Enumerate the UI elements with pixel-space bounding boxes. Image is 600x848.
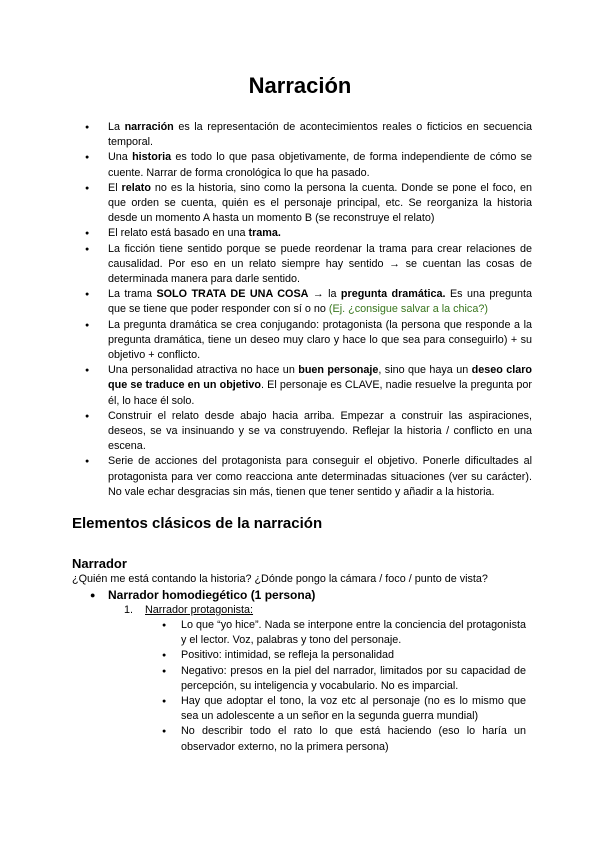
level2-label: Narrador protagonista: bbox=[145, 604, 254, 616]
list-item: ● El relato no es la historia, sino como la persona la cuenta. Donde se pone el foco, en que orden se cuenta, quién es el personaje principal, etc. Se reorganiza la historia desde un momento A hasta un momento B (se reconstruye el relato) bbox=[72, 181, 532, 227]
list-item: ● La pregunta dramática se crea conjugando: protagonista (la persona que responde a la pregunta dramática, tiene un deseo muy claro y hace lo que sea para conseguirlo) + su objetivo + conflicto. bbox=[72, 318, 532, 364]
list-item: ● Una historia es todo lo que pasa objetivamente, de forma independiente de cómo se cuente. Narrar de forma cronológica lo que ha pasado. bbox=[72, 150, 532, 180]
list-item: ● La narración es la representación de acontecimientos reales o ficticios en secuencia temporal. bbox=[72, 120, 532, 150]
list-number: 1. bbox=[124, 604, 134, 616]
list-item: ● Hay que adoptar el tono, la voz etc al personaje (no es lo mismo que sea un adolescente a un señor en la segunda guerra mundial) bbox=[162, 694, 526, 724]
list-item: ● No describir todo el rato lo que está haciendo (eso lo haría un observador externo, no la primera persona) bbox=[162, 724, 526, 754]
example-text: (Ej. ¿consigue salvar a la chica?) bbox=[328, 303, 488, 316]
page-title: Narración bbox=[248, 73, 352, 98]
list-item: ● Construir el relato desde abajo hacia arriba. Empezar a construir las aspiraciones, deseos, se va insinuando y se va construyendo. Reflejar la historia / conflicto en una escena. bbox=[72, 409, 532, 455]
bullet-icon: ● bbox=[90, 590, 96, 600]
sub-bullet-list bbox=[162, 618, 526, 755]
list-item: ● La ficción tiene sentido porque se puede reordenar la trama para crear relaciones de causalidad. Por eso en un relato siempre hay sentido → se cuentan las cosas de determinada manera para darle sentido. bbox=[72, 242, 532, 288]
list-item: ● Positivo: intimidad, se refleja la personalidad bbox=[162, 648, 526, 663]
list-item: ● La trama SOLO TRATA DE UNA COSA → la pregunta dramática. Es una pregunta que se tiene que poder responder con sí o no (Ej. ¿consigue salvar a la chica?) bbox=[72, 287, 532, 317]
level1-item: ● Narrador homodiegético (1 persona) bbox=[90, 588, 316, 602]
list-item: ● Una personalidad atractiva no hace un buen personaje, sino que haya un deseo claro que se traduce en un objetivo. El personaje es CLAVE, nadie resuelve la pregunta por él, lo hace él solo. bbox=[72, 363, 532, 409]
narrador-question: ¿Quién me está contando la historia? ¿Dónde pongo la cámara / foco / punto de vista? bbox=[72, 573, 488, 585]
list-item: ● Serie de acciones del protagonista para conseguir el objetivo. Ponerle dificultades al protagonista para ver como reacciona ante determinadas situaciones (ver su carácter). No vale echar desgracias sin más, tienen que tener sentido y añadir a la historia. bbox=[72, 454, 532, 500]
subsection-heading: Narrador bbox=[72, 556, 127, 571]
list-item: ● Lo que “yo hice”. Nada se interpone entre la conciencia del protagonista y el lector. Voz, palabras y tono del personaje. bbox=[162, 618, 526, 648]
main-bullet-list bbox=[72, 120, 532, 500]
section-heading: Elementos clásicos de la narración bbox=[72, 515, 323, 532]
list-item: ● Negativo: presos en la piel del narrador, limitados por su capacidad de percepción, su inteligencia y vocabulario. No es imparcial. bbox=[162, 664, 526, 694]
list-item: ● El relato está basado en una trama. bbox=[72, 226, 532, 241]
level2-item bbox=[124, 603, 253, 618]
